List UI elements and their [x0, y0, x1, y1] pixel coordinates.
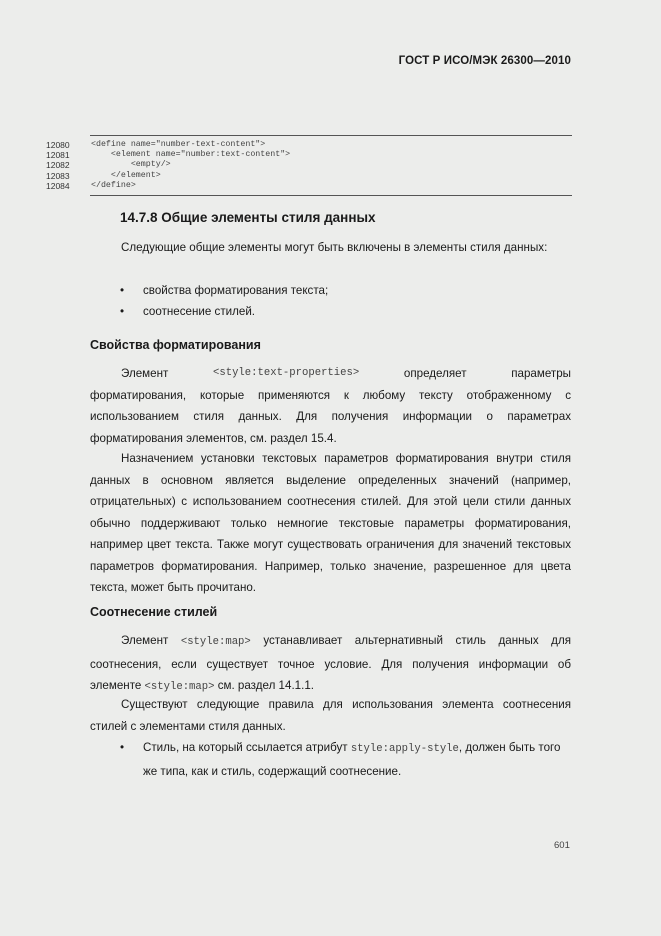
code-text: </element> [91, 170, 161, 180]
code-line [0, 171, 661, 181]
text-run: Стиль, на который ссылается атрибут [143, 741, 351, 754]
word: параметры [511, 367, 571, 380]
bullet-icon: • [120, 305, 125, 318]
code-line [0, 160, 661, 170]
list-item [90, 301, 571, 323]
code-text: </define> [91, 180, 136, 190]
code-line [0, 150, 661, 160]
code-text: <empty/> [91, 160, 171, 170]
text-run: , должен быть того же типа, как и стиль, содержащий соотнесение. [143, 741, 561, 778]
text-run: см. раздел 14.1.1. [214, 679, 315, 692]
line-number: 12083 [46, 170, 70, 181]
code-top-rule [90, 135, 572, 136]
section-heading: 14.7.8 Общие элементы стиля данных [120, 210, 376, 225]
line-number: 12082 [46, 160, 70, 171]
bullet-icon: • [120, 284, 125, 297]
list-item [90, 737, 571, 782]
code-text: <element name="number:text-content"> [91, 150, 291, 160]
bullet-icon: • [120, 741, 125, 754]
line-number: 12080 [46, 140, 70, 150]
word: определяет [403, 367, 467, 380]
mapping-paragraph-2: Существуют следующие правила для использования элемента соотнесения стилей с элементами стиля данных. [90, 698, 571, 733]
mapping-heading: Соотнесение стилей [90, 605, 218, 619]
formatting-paragraph-1 [90, 363, 571, 449]
text-run: устанавливает альтернативный стиль данных для соотнесения, если существует точное условие. Для получения информации об элементе [90, 634, 571, 692]
list-item-text: свойства форматирования текста; [143, 284, 329, 297]
text-run: Элемент [121, 634, 181, 647]
line-number: 12084 [46, 180, 70, 191]
formatting-heading: Свойства форматирования [90, 338, 261, 352]
justified-line [90, 363, 571, 385]
formatting-paragraph-2: Назначением установки текстовых параметров форматирования внутри стиля данных в основном является выделение определенных значений (например, отрицательных) с использованием соотнесения стилей. Для этой цели стили данных обычно поддерживают только немногие текстовые параметры форматирования, например цвет текста. Также могут существовать ограничения для значений текстовых параметров форматирования. Например, только значение, разрешенное для цвета текста, может быть прочитано. [90, 452, 571, 594]
paragraph-rest: форматирования, которые применяются к любому тексту отображенному с использованием стиля данных. Для получения информации о параметрах форматирования элементов, см. раздел 15.4. [90, 388, 571, 445]
inline-code: <style:text-properties> [213, 367, 360, 379]
document-header: ГОСТ Р ИСО/МЭК 26300—2010 [398, 55, 571, 67]
mapping-paragraph-1 [90, 630, 571, 699]
list-item-text [143, 737, 571, 782]
code-line [0, 181, 661, 191]
code-bottom-rule [90, 195, 572, 196]
list-item-text: соотнесение стилей. [143, 305, 256, 318]
code-text: <define name="number-text-content"> [91, 140, 266, 149]
section-intro: Следующие общие элементы могут быть включены в элементы стиля данных: [121, 241, 548, 254]
code-listing [0, 140, 661, 191]
inline-code: <style:map> [180, 636, 251, 648]
page-number: 601 [554, 840, 570, 851]
inline-code: style:apply-style [350, 743, 459, 755]
inline-code: <style:map> [144, 681, 215, 693]
word: Элемент [121, 367, 169, 380]
code-line [0, 140, 661, 150]
line-number: 12081 [46, 150, 70, 161]
list-item [90, 280, 571, 302]
